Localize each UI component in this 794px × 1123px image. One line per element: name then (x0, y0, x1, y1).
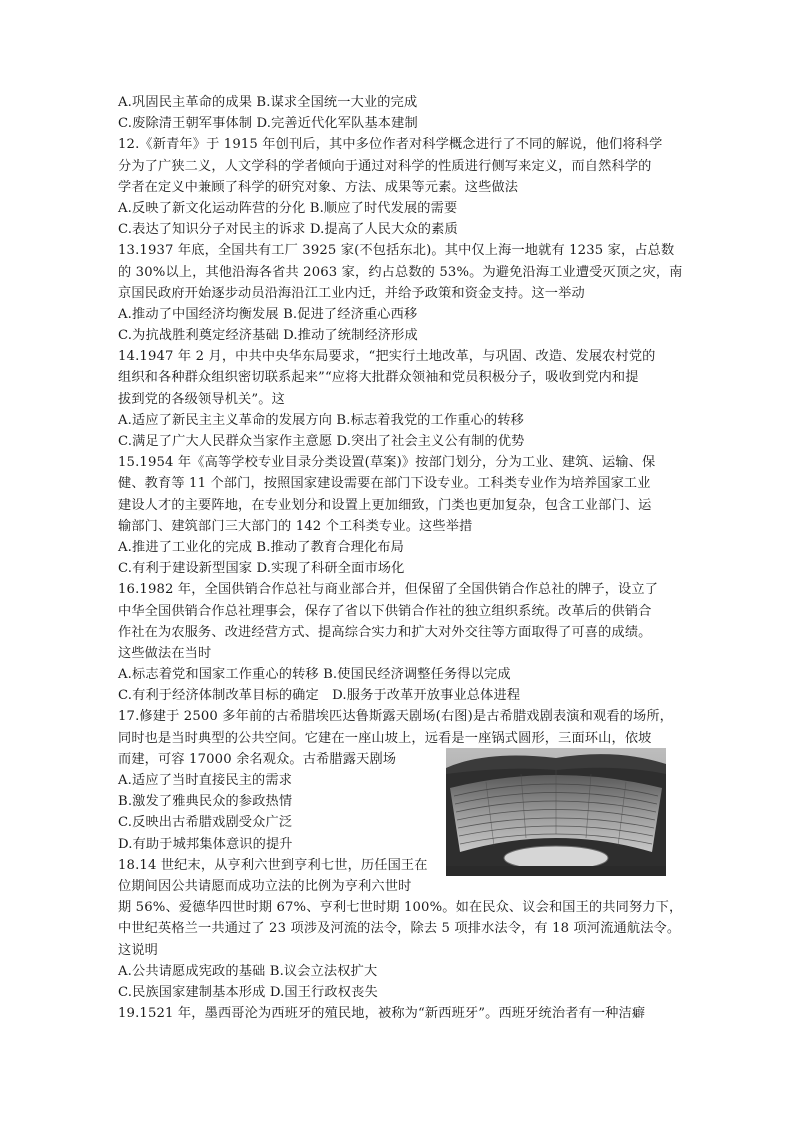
text-line: 健、教育等 11 个部门，按照国家建设需要在部门下设专业。工科类专业作为培养国家工业 (118, 476, 651, 492)
text-line: 16.1982 年，全国供销合作总社与商业部合并，但保留了全国供销合作总社的牌子，设立了 (118, 582, 659, 598)
text-line: 14.1947 年 2 月，中共中央华东局要求，“把实行土地改革，与巩固、改造、发展农村党的 (118, 349, 656, 365)
text-line: C.废除清王朝军事体制 D.完善近代化军队基本建制 (118, 116, 418, 132)
text-line: C.有利于经济体制改革目标的确定 D.服务于改革开放事业总体进程 (118, 688, 521, 704)
theater-image (446, 748, 666, 876)
text-line: C.民族国家建制基本形成 D.国王行政权丧失 (118, 984, 378, 1000)
text-line: B.激发了雅典民众的参政热情 (118, 794, 293, 810)
text-line: 这说明 (118, 942, 159, 958)
text-line: 分为了广狭二义，人文学科的学者倾向于通过对科学的性质进行侧写来定义，而自然科学的 (118, 158, 652, 174)
text-line: C.表达了知识分子对民主的诉求 D.提高了人民大众的素质 (118, 222, 458, 238)
amphitheater-photo (446, 748, 666, 876)
text-line: 17.修建于 2500 多年前的古希腊埃匹达鲁斯露天剧场(右图)是古希腊戏剧表演和观看的场所， (118, 709, 674, 725)
text-line: A.反映了新文化运动阵营的分化 B.顺应了时代发展的需要 (118, 200, 458, 216)
text-line: 而建，可容 17000 余名观众。古希腊露天剧场 (118, 751, 397, 767)
text-line: 15.1954 年《高等学校专业目录分类设置(草案)》按部门划分，分为工业、建筑、运输、保 (118, 455, 656, 471)
text-line: 位期间因公共请愿而成功立法的比例为亨利六世时 (118, 878, 412, 894)
text-line: 学者在定义中兼顾了科学的研究对象、方法、成果等元素。这些做法 (118, 179, 519, 195)
text-line: 的 30%以上，其他沿海各省共 2063 家，约占总数的 53%。为避免沿海工业遭受灭顶之灾，南 (118, 264, 683, 280)
text-line: 京国民政府开始逐步动员沿海沿江工业内迁，并给予政策和资金支持。这一举动 (118, 285, 585, 301)
text-line: 中华全国供销合作总社理事会，保存了省以下供销合作社的独立组织系统。改革后的供销合 (118, 603, 652, 619)
text-line: C.有利于建设新型国家 D.实现了科研全面市场化 (118, 561, 405, 577)
text-line: A.巩固民主革命的成果 B.谋求全国统一大业的完成 (118, 95, 418, 110)
text-line: C.反映出古希腊戏剧受众广泛 (118, 815, 293, 831)
text-line: 作社在为农服务、改进经营方式、提高综合实力和扩大对外交往等方面取得了可喜的成绩。 (118, 624, 652, 640)
text-line: A.公共请愿成宪政的基础 B.议会立法权扩大 (118, 963, 378, 979)
text-line: A.适应了当时直接民主的需求 (118, 773, 293, 788)
text-line: A.推动了中国经济均衡发展 B.促进了经济重心西移 (118, 306, 418, 322)
text-line: C.为抗战胜利奠定经济基础 D.推动了统制经济形成 (118, 328, 418, 344)
text-line: 期 56%、爱德华四世时期 67%、亨利七世时期 100%。如在民众、议会和国王的共同努力下， (118, 900, 683, 916)
text-line: 这些做法在当时 (118, 645, 212, 661)
text-line: A.标志着党和国家工作重心的转移 B.使国民经济调整任务得以完成 (118, 667, 511, 683)
text-line: D.有助于城邦集体意识的提升 (118, 836, 293, 852)
text-line: 18.14 世纪末，从亨利六世到亨利七世，历任国王在 (118, 857, 428, 873)
text-line: A.适应了新民主主义革命的发展方向 B.标志着我党的工作重心的转移 (118, 412, 524, 428)
text-line: 13.1937 年底，全国共有工厂 3925 家(不包括东北)。其中仅上海一地就有 1235 家，占总数 (118, 243, 675, 259)
document-page (118, 92, 683, 1024)
text-line: 中世纪英格兰一共通过了 23 项涉及河流的法令，除去 5 项排水法令，有 18 项河流通航法令。 (118, 921, 681, 937)
text-line: 组织和各种群众组织密切联系起来”“应将大批群众领袖和党员积极分子，吸收到党内和提 (118, 370, 639, 386)
text-line: 同时也是当时典型的公共空间。它建在一座山坡上，远看是一座锅式圆形，三面环山，依坡 (118, 730, 652, 746)
text-line: 输部门、建筑部门三大部门的 142 个工科类专业。这些举措 (118, 518, 473, 534)
text-line: 12.《新青年》于 1915 年创刊后，其中多位作者对科学概念进行了不同的解说，他们将科学 (118, 137, 663, 153)
text-line: C.满足了广大人民群众当家作主意愿 D.突出了社会主义公有制的优势 (118, 434, 525, 449)
text-line: 建设人才的主要阵地，在专业划分和设置上更加细致，门类也更加复杂，包含工业部门、运 (118, 497, 652, 513)
text-line: A.推进了工业化的完成 B.推动了教育合理化布局 (118, 539, 404, 555)
text-line: 拔到党的各级领导机关”。这 (118, 391, 285, 407)
text-line: 19.1521 年，墨西哥沦为西班牙的殖民地，被称为“新西班牙”。西班牙统治者有一种洁癖 (118, 1006, 646, 1022)
